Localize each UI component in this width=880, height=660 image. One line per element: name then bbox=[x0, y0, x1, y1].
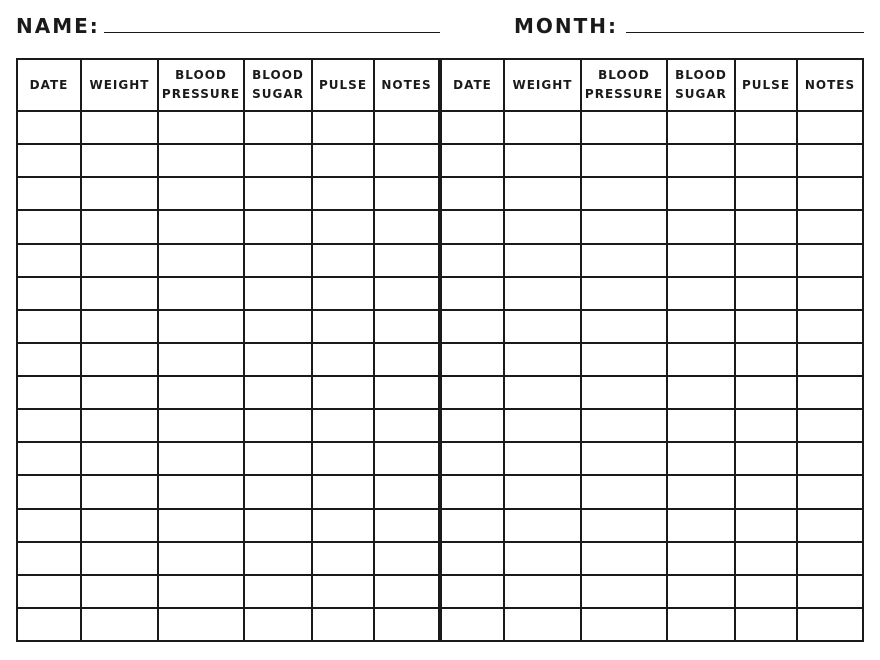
table-row bbox=[17, 475, 863, 508]
cell-notes[interactable] bbox=[374, 542, 440, 575]
cell-blood-pressure[interactable] bbox=[158, 277, 244, 310]
cell-pulse[interactable] bbox=[312, 244, 374, 277]
cell-notes[interactable] bbox=[374, 277, 440, 310]
cell-notes[interactable] bbox=[374, 343, 440, 376]
cell-notes[interactable] bbox=[374, 244, 440, 277]
cell-pulse[interactable] bbox=[735, 442, 797, 475]
cell-date[interactable] bbox=[17, 409, 81, 442]
cell-blood-pressure[interactable] bbox=[158, 542, 244, 575]
cell-pulse[interactable] bbox=[312, 542, 374, 575]
cell-weight[interactable] bbox=[504, 210, 581, 243]
cell-notes[interactable] bbox=[374, 310, 440, 343]
cell-pulse[interactable] bbox=[312, 310, 374, 343]
cell-blood-pressure[interactable] bbox=[158, 111, 244, 144]
health-log-table bbox=[16, 58, 864, 642]
table-row bbox=[17, 376, 863, 409]
cell-blood-pressure[interactable] bbox=[581, 409, 667, 442]
cell-date[interactable] bbox=[17, 244, 81, 277]
cell-blood-pressure[interactable] bbox=[581, 442, 667, 475]
header-date: DATE bbox=[440, 59, 504, 111]
cell-date[interactable] bbox=[440, 277, 504, 310]
cell-weight[interactable] bbox=[504, 177, 581, 210]
cell-blood-pressure[interactable] bbox=[158, 210, 244, 243]
cell-blood-sugar[interactable] bbox=[244, 343, 312, 376]
cell-blood-sugar[interactable] bbox=[667, 343, 735, 376]
cell-weight[interactable] bbox=[504, 442, 581, 475]
cell-pulse[interactable] bbox=[735, 409, 797, 442]
cell-date[interactable] bbox=[17, 376, 81, 409]
cell-pulse[interactable] bbox=[735, 144, 797, 177]
name-field-line[interactable] bbox=[104, 32, 440, 33]
cell-pulse[interactable] bbox=[312, 475, 374, 508]
cell-blood-sugar[interactable] bbox=[244, 509, 312, 542]
cell-blood-sugar[interactable] bbox=[667, 376, 735, 409]
cell-notes[interactable] bbox=[797, 177, 863, 210]
cell-weight[interactable] bbox=[81, 177, 158, 210]
table-row bbox=[17, 575, 863, 608]
cell-notes[interactable] bbox=[797, 608, 863, 641]
header-date: DATE bbox=[17, 59, 81, 111]
cell-blood-sugar[interactable] bbox=[667, 144, 735, 177]
cell-pulse[interactable] bbox=[735, 343, 797, 376]
header-blood-pressure: BLOOD PRESSURE bbox=[158, 59, 244, 111]
cell-notes[interactable] bbox=[374, 210, 440, 243]
cell-pulse[interactable] bbox=[735, 575, 797, 608]
table-row bbox=[17, 144, 863, 177]
cell-blood-sugar[interactable] bbox=[667, 111, 735, 144]
cell-weight[interactable] bbox=[504, 608, 581, 641]
cell-blood-sugar[interactable] bbox=[244, 244, 312, 277]
cell-date[interactable] bbox=[440, 343, 504, 376]
cell-date[interactable] bbox=[17, 608, 81, 641]
cell-blood-sugar[interactable] bbox=[244, 177, 312, 210]
cell-blood-pressure[interactable] bbox=[581, 111, 667, 144]
cell-pulse[interactable] bbox=[735, 542, 797, 575]
header-blood-pressure: BLOOD PRESSURE bbox=[581, 59, 667, 111]
cell-weight[interactable] bbox=[81, 575, 158, 608]
cell-blood-pressure[interactable] bbox=[158, 244, 244, 277]
cell-pulse[interactable] bbox=[312, 376, 374, 409]
cell-notes[interactable] bbox=[374, 144, 440, 177]
cell-weight[interactable] bbox=[81, 376, 158, 409]
cell-blood-sugar[interactable] bbox=[244, 310, 312, 343]
cell-notes[interactable] bbox=[797, 310, 863, 343]
cell-date[interactable] bbox=[17, 575, 81, 608]
header-row bbox=[17, 59, 863, 111]
cell-weight[interactable] bbox=[81, 343, 158, 376]
cell-blood-sugar[interactable] bbox=[667, 442, 735, 475]
cell-notes[interactable] bbox=[374, 509, 440, 542]
cell-blood-pressure[interactable] bbox=[158, 343, 244, 376]
cell-weight[interactable] bbox=[81, 542, 158, 575]
cell-weight[interactable] bbox=[81, 608, 158, 641]
cell-blood-sugar[interactable] bbox=[667, 475, 735, 508]
table-row bbox=[17, 277, 863, 310]
cell-pulse[interactable] bbox=[735, 210, 797, 243]
cell-pulse[interactable] bbox=[735, 310, 797, 343]
cell-blood-pressure[interactable] bbox=[158, 310, 244, 343]
cell-pulse[interactable] bbox=[735, 509, 797, 542]
cell-weight[interactable] bbox=[81, 244, 158, 277]
month-label: MONTH: bbox=[514, 14, 619, 38]
table-row bbox=[17, 509, 863, 542]
month-field-line[interactable] bbox=[626, 32, 864, 33]
cell-blood-pressure[interactable] bbox=[581, 608, 667, 641]
cell-notes[interactable] bbox=[797, 343, 863, 376]
cell-notes[interactable] bbox=[374, 475, 440, 508]
cell-weight[interactable] bbox=[504, 244, 581, 277]
name-label: NAME: bbox=[16, 14, 100, 38]
header-weight: WEIGHT bbox=[504, 59, 581, 111]
cell-blood-pressure[interactable] bbox=[158, 575, 244, 608]
cell-blood-pressure[interactable] bbox=[581, 509, 667, 542]
cell-blood-pressure[interactable] bbox=[158, 144, 244, 177]
cell-blood-sugar[interactable] bbox=[667, 277, 735, 310]
cell-pulse[interactable] bbox=[735, 277, 797, 310]
cell-date[interactable] bbox=[17, 277, 81, 310]
cell-blood-sugar[interactable] bbox=[667, 509, 735, 542]
cell-date[interactable] bbox=[440, 509, 504, 542]
cell-pulse[interactable] bbox=[312, 608, 374, 641]
cell-notes[interactable] bbox=[374, 177, 440, 210]
cell-notes[interactable] bbox=[797, 409, 863, 442]
cell-blood-sugar[interactable] bbox=[667, 542, 735, 575]
cell-blood-pressure[interactable] bbox=[158, 409, 244, 442]
cell-date[interactable] bbox=[17, 144, 81, 177]
cell-blood-sugar[interactable] bbox=[244, 277, 312, 310]
cell-blood-sugar[interactable] bbox=[667, 575, 735, 608]
header-blood-sugar: BLOOD SUGAR bbox=[244, 59, 312, 111]
cell-blood-pressure[interactable] bbox=[581, 144, 667, 177]
cell-blood-sugar[interactable] bbox=[244, 575, 312, 608]
cell-date[interactable] bbox=[440, 608, 504, 641]
cell-weight[interactable] bbox=[81, 442, 158, 475]
cell-notes[interactable] bbox=[374, 608, 440, 641]
cell-pulse[interactable] bbox=[312, 343, 374, 376]
cell-weight[interactable] bbox=[504, 376, 581, 409]
table-row bbox=[17, 409, 863, 442]
header-notes: NOTES bbox=[374, 59, 440, 111]
cell-blood-pressure[interactable] bbox=[158, 442, 244, 475]
cell-blood-pressure[interactable] bbox=[158, 608, 244, 641]
cell-date[interactable] bbox=[440, 144, 504, 177]
cell-date[interactable] bbox=[17, 177, 81, 210]
cell-weight[interactable] bbox=[81, 277, 158, 310]
cell-date[interactable] bbox=[440, 310, 504, 343]
cell-date[interactable] bbox=[17, 475, 81, 508]
header-pulse: PULSE bbox=[735, 59, 797, 111]
cell-date[interactable] bbox=[440, 210, 504, 243]
cell-notes[interactable] bbox=[374, 376, 440, 409]
cell-blood-pressure[interactable] bbox=[581, 376, 667, 409]
cell-blood-pressure[interactable] bbox=[158, 376, 244, 409]
table-row bbox=[17, 177, 863, 210]
cell-notes[interactable] bbox=[797, 376, 863, 409]
cell-pulse[interactable] bbox=[312, 442, 374, 475]
cell-blood-pressure[interactable] bbox=[158, 475, 244, 508]
table-row bbox=[17, 542, 863, 575]
cell-blood-pressure[interactable] bbox=[581, 475, 667, 508]
cell-weight[interactable] bbox=[81, 409, 158, 442]
cell-weight[interactable] bbox=[81, 475, 158, 508]
cell-date[interactable] bbox=[440, 409, 504, 442]
cell-date[interactable] bbox=[17, 210, 81, 243]
cell-weight[interactable] bbox=[81, 210, 158, 243]
table-row bbox=[17, 310, 863, 343]
cell-date[interactable] bbox=[440, 575, 504, 608]
cell-date[interactable] bbox=[440, 475, 504, 508]
cell-blood-sugar[interactable] bbox=[667, 310, 735, 343]
table-row bbox=[17, 343, 863, 376]
cell-date[interactable] bbox=[17, 310, 81, 343]
cell-weight[interactable] bbox=[504, 475, 581, 508]
cell-notes[interactable] bbox=[797, 542, 863, 575]
cell-notes[interactable] bbox=[797, 509, 863, 542]
cell-blood-sugar[interactable] bbox=[667, 244, 735, 277]
cell-weight[interactable] bbox=[81, 509, 158, 542]
cell-notes[interactable] bbox=[797, 475, 863, 508]
cell-date[interactable] bbox=[440, 111, 504, 144]
cell-pulse[interactable] bbox=[735, 376, 797, 409]
cell-blood-sugar[interactable] bbox=[244, 542, 312, 575]
cell-date[interactable] bbox=[440, 244, 504, 277]
cell-blood-sugar[interactable] bbox=[667, 608, 735, 641]
cell-notes[interactable] bbox=[797, 277, 863, 310]
table-row bbox=[17, 111, 863, 144]
cell-pulse[interactable] bbox=[735, 475, 797, 508]
cell-date[interactable] bbox=[440, 376, 504, 409]
cell-date[interactable] bbox=[440, 442, 504, 475]
cell-date[interactable] bbox=[17, 442, 81, 475]
table-row bbox=[17, 608, 863, 641]
cell-blood-sugar[interactable] bbox=[244, 409, 312, 442]
cell-blood-sugar[interactable] bbox=[244, 475, 312, 508]
form-header bbox=[16, 12, 864, 42]
cell-notes[interactable] bbox=[797, 244, 863, 277]
table-row bbox=[17, 442, 863, 475]
cell-pulse[interactable] bbox=[735, 111, 797, 144]
header-notes: NOTES bbox=[797, 59, 863, 111]
cell-blood-pressure[interactable] bbox=[581, 343, 667, 376]
cell-pulse[interactable] bbox=[312, 575, 374, 608]
cell-date[interactable] bbox=[440, 177, 504, 210]
cell-weight[interactable] bbox=[504, 111, 581, 144]
cell-blood-sugar[interactable] bbox=[244, 111, 312, 144]
header-pulse: PULSE bbox=[312, 59, 374, 111]
cell-blood-sugar[interactable] bbox=[244, 376, 312, 409]
cell-blood-pressure[interactable] bbox=[581, 277, 667, 310]
cell-pulse[interactable] bbox=[312, 509, 374, 542]
cell-blood-sugar[interactable] bbox=[244, 210, 312, 243]
cell-weight[interactable] bbox=[504, 575, 581, 608]
table-row bbox=[17, 244, 863, 277]
cell-date[interactable] bbox=[17, 343, 81, 376]
cell-pulse[interactable] bbox=[735, 608, 797, 641]
cell-weight[interactable] bbox=[81, 144, 158, 177]
cell-notes[interactable] bbox=[374, 575, 440, 608]
cell-weight[interactable] bbox=[504, 310, 581, 343]
cell-blood-sugar[interactable] bbox=[244, 442, 312, 475]
cell-notes[interactable] bbox=[797, 144, 863, 177]
cell-pulse[interactable] bbox=[735, 177, 797, 210]
cell-blood-pressure[interactable] bbox=[158, 509, 244, 542]
cell-blood-sugar[interactable] bbox=[667, 409, 735, 442]
cell-pulse[interactable] bbox=[312, 111, 374, 144]
cell-pulse[interactable] bbox=[735, 244, 797, 277]
cell-pulse[interactable] bbox=[312, 277, 374, 310]
cell-blood-pressure[interactable] bbox=[581, 542, 667, 575]
cell-pulse[interactable] bbox=[312, 409, 374, 442]
cell-notes[interactable] bbox=[797, 575, 863, 608]
cell-blood-pressure[interactable] bbox=[581, 177, 667, 210]
cell-date[interactable] bbox=[440, 542, 504, 575]
table-row bbox=[17, 210, 863, 243]
cell-weight[interactable] bbox=[504, 509, 581, 542]
cell-blood-pressure[interactable] bbox=[581, 210, 667, 243]
cell-blood-pressure[interactable] bbox=[581, 310, 667, 343]
cell-notes[interactable] bbox=[797, 442, 863, 475]
cell-weight[interactable] bbox=[504, 542, 581, 575]
cell-weight[interactable] bbox=[81, 310, 158, 343]
cell-notes[interactable] bbox=[374, 409, 440, 442]
cell-pulse[interactable] bbox=[312, 144, 374, 177]
cell-pulse[interactable] bbox=[312, 177, 374, 210]
header-blood-sugar: BLOOD SUGAR bbox=[667, 59, 735, 111]
cell-blood-pressure[interactable] bbox=[581, 575, 667, 608]
cell-blood-sugar[interactable] bbox=[667, 210, 735, 243]
cell-weight[interactable] bbox=[504, 343, 581, 376]
cell-weight[interactable] bbox=[504, 409, 581, 442]
cell-blood-sugar[interactable] bbox=[244, 608, 312, 641]
cell-blood-sugar[interactable] bbox=[244, 144, 312, 177]
cell-notes[interactable] bbox=[797, 210, 863, 243]
cell-blood-sugar[interactable] bbox=[667, 177, 735, 210]
cell-blood-pressure[interactable] bbox=[158, 177, 244, 210]
cell-notes[interactable] bbox=[374, 442, 440, 475]
cell-weight[interactable] bbox=[81, 111, 158, 144]
cell-pulse[interactable] bbox=[312, 210, 374, 243]
cell-weight[interactable] bbox=[504, 144, 581, 177]
cell-notes[interactable] bbox=[797, 111, 863, 144]
cell-notes[interactable] bbox=[374, 111, 440, 144]
cell-blood-pressure[interactable] bbox=[581, 244, 667, 277]
header-weight: WEIGHT bbox=[81, 59, 158, 111]
cell-date[interactable] bbox=[17, 509, 81, 542]
cell-weight[interactable] bbox=[504, 277, 581, 310]
cell-date[interactable] bbox=[17, 111, 81, 144]
cell-date[interactable] bbox=[17, 542, 81, 575]
